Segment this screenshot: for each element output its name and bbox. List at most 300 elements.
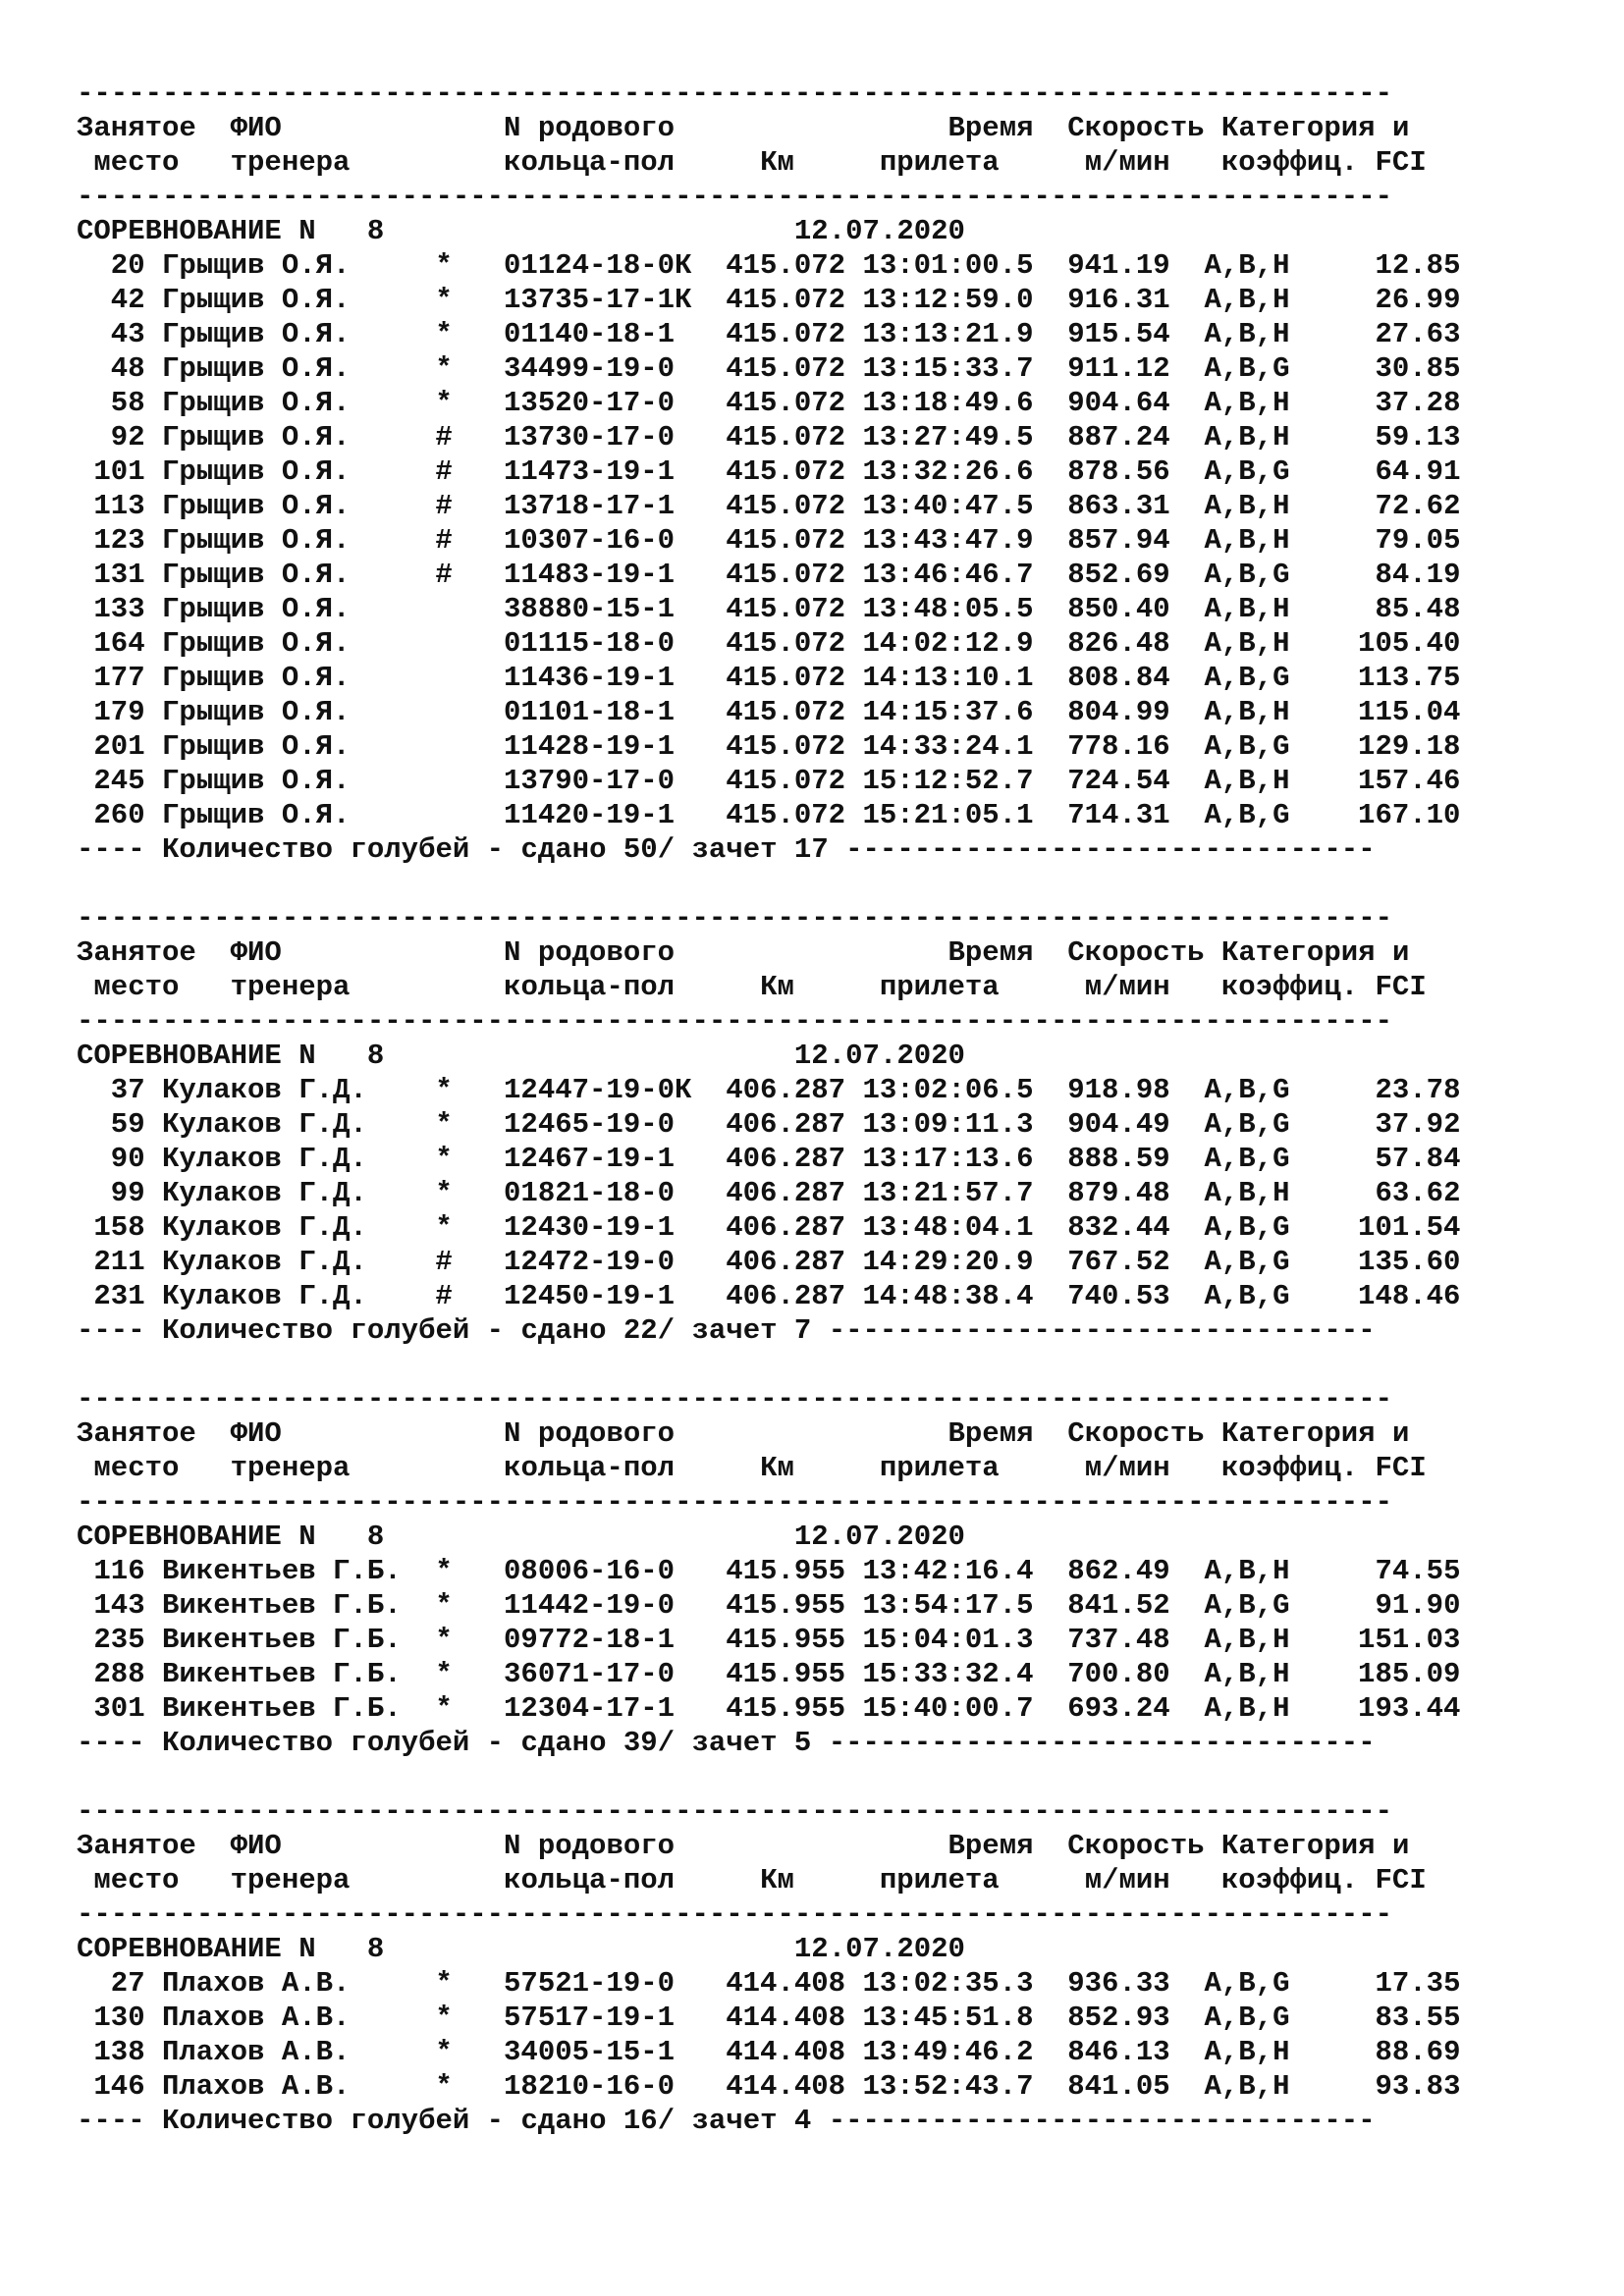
distance-cell: 414.408 [726,2070,846,2103]
table-row [77,729,1559,764]
ring-cell: 12304-17-1 [504,1692,676,1725]
speed-cell: 700.80 [1067,1658,1170,1690]
trainer-name-cell: Плахов А.В. [162,2070,351,2103]
mark-cell: * [435,352,453,385]
arrival-time-cell: 13:46:46.7 [862,559,1034,591]
arrival-time-cell: 13:52:43.7 [862,2070,1034,2103]
ring-cell: 12467-19-1 [504,1143,676,1175]
table-row [77,764,1559,798]
arrival-time-cell: 14:48:38.4 [862,1280,1034,1312]
speed-cell: 778.16 [1067,730,1170,763]
category-cell: A,B,G [1204,1589,1290,1622]
fci-cell: 27.63 [1375,318,1461,350]
table-row [77,626,1559,661]
competition-date: 12.07.2020 [793,1933,965,1965]
trainer-name-cell: Грыщив О.Я. [162,696,351,728]
speed-cell: 846.13 [1067,2036,1170,2068]
table-header-row [77,145,1559,180]
header-speed: м/мин [1084,1864,1170,1896]
category-cell: A,B,G [1204,1211,1290,1244]
category-cell: A,B,G [1204,1108,1290,1141]
competition-label: СОРЕВНОВАНИЕ N 8 [77,1521,385,1553]
header-ring: N родового [504,1417,676,1450]
trainer-name-cell: Грыщив О.Я. [162,249,351,282]
header-name: ФИО [230,1830,282,1862]
ring-cell: 12450-19-1 [504,1280,676,1312]
ring-cell: 01101-18-1 [504,696,676,728]
mark-cell: * [435,1967,453,2000]
header-place: место [93,146,180,179]
category-cell: A,B,H [1204,2036,1290,2068]
distance-cell: 415.955 [726,1555,846,1587]
table-header-row [77,1416,1559,1451]
category-cell: A,B,H [1204,627,1290,660]
speed-cell: 857.94 [1067,524,1170,557]
header-place: место [93,1864,180,1896]
header-km: Км [760,146,794,179]
arrival-time-cell: 13:21:57.7 [862,1177,1034,1209]
arrival-time-cell: 14:02:12.9 [862,627,1034,660]
speed-cell: 878.56 [1067,455,1170,488]
competition-date: 12.07.2020 [793,215,965,247]
fci-cell: 148.46 [1358,1280,1461,1312]
distance-cell: 415.072 [726,799,846,831]
place-cell: 143 [93,1589,145,1622]
table-row [77,1073,1559,1107]
trainer-name-cell: Грыщив О.Я. [162,559,351,591]
mark-cell: # [435,455,453,488]
category-cell: A,B,H [1204,1624,1290,1656]
header-name: ФИО [230,1417,282,1450]
ring-cell: 01140-18-1 [504,318,676,350]
category-cell: A,B,H [1204,524,1290,557]
header-km: Км [760,1864,794,1896]
fci-cell: 72.62 [1375,490,1461,522]
place-cell: 301 [93,1692,145,1725]
category-cell: A,B,H [1204,696,1290,728]
place-cell: 133 [93,593,145,625]
trainer-name-cell: Грыщив О.Я. [162,387,351,419]
mark-cell: # [435,1280,453,1312]
header-km: Км [760,1452,794,1484]
table-row [77,1176,1559,1210]
place-cell: 42 [110,284,145,316]
mark-cell: * [435,1177,453,1209]
table-header-row [77,111,1559,145]
arrival-time-cell: 13:45:51.8 [862,2002,1034,2034]
place-cell: 92 [110,421,145,454]
dash-rule: ----------------------------------------------------------------------------- [77,78,1393,110]
header-category: Категория и [1220,1830,1410,1862]
speed-cell: 862.49 [1067,1555,1170,1587]
trainer-name-cell: Викентьев Г.Б. [162,1555,402,1587]
distance-cell: 415.072 [726,559,846,591]
place-cell: 211 [93,1246,145,1278]
header-speed: м/мин [1084,1452,1170,1484]
fci-cell: 12.85 [1375,249,1461,282]
trainer-name-cell: Грыщив О.Я. [162,455,351,488]
arrival-time-cell: 14:33:24.1 [862,730,1034,763]
trainer-name-cell: Грыщив О.Я. [162,765,351,797]
speed-cell: 714.31 [1067,799,1170,831]
category-cell: A,B,H [1204,387,1290,419]
arrival-time-cell: 13:02:35.3 [862,1967,1034,2000]
arrival-time-cell: 13:40:47.5 [862,490,1034,522]
header-place: Занятое [77,936,196,969]
arrival-time-cell: 13:13:21.9 [862,318,1034,350]
competition-date: 12.07.2020 [793,1040,965,1072]
arrival-time-cell: 13:49:46.2 [862,2036,1034,2068]
distance-cell: 415.072 [726,593,846,625]
arrival-time-cell: 15:33:32.4 [862,1658,1034,1690]
place-cell: 37 [110,1074,145,1106]
fci-cell: 91.90 [1375,1589,1461,1622]
place-cell: 90 [110,1143,145,1175]
header-ring: кольца-пол [504,146,676,179]
header-time: Время [947,1417,1034,1450]
dash-rule: ----------------------------------------------------------------------------- [77,1486,1393,1519]
trainer-name-cell: Грыщив О.Я. [162,524,351,557]
place-cell: 101 [93,455,145,488]
table-row [77,1588,1559,1623]
category-cell: A,B,G [1204,1967,1290,2000]
table-row [77,1245,1559,1279]
table-row [77,558,1559,592]
place-cell: 58 [110,387,145,419]
arrival-time-cell: 14:29:20.9 [862,1246,1034,1278]
distance-cell: 415.955 [726,1658,846,1690]
ring-cell: 11483-19-1 [504,559,676,591]
distance-cell: 406.287 [726,1143,846,1175]
trainer-name-cell: Викентьев Г.Б. [162,1692,402,1725]
distance-cell: 415.072 [726,455,846,488]
trainer-name-cell: Викентьев Г.Б. [162,1624,402,1656]
fci-cell: 88.69 [1375,2036,1461,2068]
distance-cell: 406.287 [726,1074,846,1106]
header-time: Время [947,112,1034,144]
place-cell: 99 [110,1177,145,1209]
trainer-name-cell: Грыщив О.Я. [162,318,351,350]
distance-cell: 415.072 [726,730,846,763]
ring-cell: 01115-18-0 [504,627,676,660]
table-row [77,2035,1559,2069]
table-row [77,317,1559,351]
table-row [77,489,1559,523]
category-cell: A,B,H [1204,1177,1290,1209]
header-category: Категория и [1220,1417,1410,1450]
fci-cell: 57.84 [1375,1143,1461,1175]
place-cell: 130 [93,2002,145,2034]
speed-cell: 887.24 [1067,421,1170,454]
fci-cell: 26.99 [1375,284,1461,316]
distance-cell: 414.408 [726,2002,846,2034]
arrival-time-cell: 13:48:05.5 [862,593,1034,625]
place-cell: 59 [110,1108,145,1141]
category-cell: A,B,G [1204,1143,1290,1175]
fci-cell: 83.55 [1375,2002,1461,2034]
place-cell: 27 [110,1967,145,2000]
trainer-name-cell: Кулаков Г.Д. [162,1143,367,1175]
ring-cell: 13730-17-0 [504,421,676,454]
distance-cell: 406.287 [726,1246,846,1278]
category-cell: A,B,H [1204,1555,1290,1587]
header-time: прилета [879,971,1000,1003]
category-cell: A,B,G [1204,799,1290,831]
distance-cell: 415.955 [726,1589,846,1622]
trainer-name-cell: Кулаков Г.Д. [162,1246,367,1278]
table-row [77,1623,1559,1657]
arrival-time-cell: 13:17:13.6 [862,1143,1034,1175]
category-cell: A,B,G [1204,1280,1290,1312]
distance-cell: 415.072 [726,421,846,454]
table-row [77,248,1559,283]
ring-cell: 11442-19-0 [504,1589,676,1622]
summary-line: ---- Количество голубей - сдано 50/ зачет 17 ------------------------------- [77,833,1376,866]
fci-cell: 64.91 [1375,455,1461,488]
table-row [77,2001,1559,2035]
table-header-row [77,935,1559,970]
fci-cell: 115.04 [1358,696,1461,728]
header-category: коэффиц. FCI [1220,971,1427,1003]
table-row [77,1691,1559,1726]
trainer-name-cell: Грыщив О.Я. [162,627,351,660]
mark-cell: * [435,2002,453,2034]
table-row [77,661,1559,695]
trainer-name-cell: Грыщив О.Я. [162,662,351,694]
place-cell: 138 [93,2036,145,2068]
summary-line: ---- Количество голубей - сдано 39/ зачет 5 -------------------------------- [77,1727,1376,1759]
mark-cell: * [435,1108,453,1141]
trainer-name-cell: Грыщив О.Я. [162,284,351,316]
place-cell: 164 [93,627,145,660]
fci-cell: 151.03 [1358,1624,1461,1656]
competition-label: СОРЕВНОВАНИЕ N 8 [77,1040,385,1072]
distance-cell: 415.072 [726,765,846,797]
arrival-time-cell: 15:21:05.1 [862,799,1034,831]
fci-cell: 105.40 [1358,627,1461,660]
header-place: Занятое [77,1417,196,1450]
arrival-time-cell: 15:12:52.7 [862,765,1034,797]
category-cell: A,B,H [1204,318,1290,350]
ring-cell: 11436-19-1 [504,662,676,694]
header-speed: Скорость [1067,112,1205,144]
speed-cell: 832.44 [1067,1211,1170,1244]
trainer-name-cell: Грыщив О.Я. [162,490,351,522]
place-cell: 113 [93,490,145,522]
fci-cell: 157.46 [1358,765,1461,797]
fci-cell: 63.62 [1375,1177,1461,1209]
place-cell: 131 [93,559,145,591]
summary-line: ---- Количество голубей - сдано 16/ зачет 4 -------------------------------- [77,2105,1376,2137]
header-name: тренера [230,1864,351,1896]
fci-cell: 93.83 [1375,2070,1461,2103]
speed-cell: 740.53 [1067,1280,1170,1312]
category-cell: A,B,H [1204,490,1290,522]
ring-cell: 38880-15-1 [504,593,676,625]
distance-cell: 415.955 [726,1624,846,1656]
header-name: тренера [230,1452,351,1484]
speed-cell: 941.19 [1067,249,1170,282]
mark-cell: # [435,524,453,557]
speed-cell: 916.31 [1067,284,1170,316]
speed-cell: 852.69 [1067,559,1170,591]
place-cell: 260 [93,799,145,831]
category-cell: A,B,G [1204,559,1290,591]
header-category: коэффиц. FCI [1220,146,1427,179]
fci-cell: 101.54 [1358,1211,1461,1244]
club-block [77,77,1559,867]
trainer-name-cell: Плахов А.В. [162,2036,351,2068]
arrival-time-cell: 13:32:26.6 [862,455,1034,488]
category-cell: A,B,G [1204,1246,1290,1278]
ring-cell: 11473-19-1 [504,455,676,488]
table-row [77,592,1559,626]
header-place: место [93,971,180,1003]
ring-cell: 11420-19-1 [504,799,676,831]
ring-cell: 57517-19-1 [504,2002,676,2034]
ring-cell: 11428-19-1 [504,730,676,763]
competition-line [77,1039,1559,1073]
fci-cell: 37.28 [1375,387,1461,419]
table-row [77,283,1559,317]
speed-cell: 850.40 [1067,593,1170,625]
distance-cell: 415.072 [726,284,846,316]
category-cell: A,B,G [1204,455,1290,488]
table-header-row [77,1863,1559,1897]
mark-cell: # [435,421,453,454]
speed-cell: 841.52 [1067,1589,1170,1622]
header-ring: кольца-пол [504,1864,676,1896]
ring-cell: 10307-16-0 [504,524,676,557]
place-cell: 231 [93,1280,145,1312]
table-row [77,386,1559,420]
table-row [77,1554,1559,1588]
ring-cell: 09772-18-1 [504,1624,676,1656]
speed-cell: 915.54 [1067,318,1170,350]
distance-cell: 415.072 [726,387,846,419]
trainer-name-cell: Викентьев Г.Б. [162,1658,402,1690]
trainer-name-cell: Плахов А.В. [162,2002,351,2034]
mark-cell: * [435,2036,453,2068]
table-row [77,420,1559,454]
header-name: ФИО [230,112,282,144]
arrival-time-cell: 13:15:33.7 [862,352,1034,385]
distance-cell: 406.287 [726,1177,846,1209]
table-row [77,523,1559,558]
fci-cell: 23.78 [1375,1074,1461,1106]
trainer-name-cell: Грыщив О.Я. [162,799,351,831]
fci-cell: 30.85 [1375,352,1461,385]
distance-cell: 415.072 [726,490,846,522]
header-name: тренера [230,971,351,1003]
ring-cell: 34005-15-1 [504,2036,676,2068]
speed-cell: 808.84 [1067,662,1170,694]
mark-cell: * [435,1589,453,1622]
mark-cell: * [435,1143,453,1175]
table-row [77,1107,1559,1142]
dash-rule: ----------------------------------------------------------------------------- [77,1795,1393,1828]
arrival-time-cell: 13:48:04.1 [862,1211,1034,1244]
trainer-name-cell: Кулаков Г.Д. [162,1211,367,1244]
competition-line [77,1932,1559,1966]
category-cell: A,B,H [1204,249,1290,282]
header-ring: N родового [504,936,676,969]
club-block [77,1382,1559,1760]
table-header-row [77,1451,1559,1485]
arrival-time-cell: 13:01:00.5 [862,249,1034,282]
mark-cell: # [435,490,453,522]
category-cell: A,B,H [1204,1658,1290,1690]
category-cell: A,B,H [1204,1692,1290,1725]
speed-cell: 826.48 [1067,627,1170,660]
ring-cell: 12430-19-1 [504,1211,676,1244]
header-name: тренера [230,146,351,179]
category-cell: A,B,H [1204,284,1290,316]
ring-cell: 18210-16-0 [504,2070,676,2103]
ring-cell: 12472-19-0 [504,1246,676,1278]
competition-label: СОРЕВНОВАНИЕ N 8 [77,215,385,247]
club-block [77,1794,1559,2138]
trainer-name-cell: Грыщив О.Я. [162,730,351,763]
trainer-name-cell: Кулаков Г.Д. [162,1280,367,1312]
speed-cell: 936.33 [1067,1967,1170,2000]
ring-cell: 13718-17-1 [504,490,676,522]
fci-cell: 129.18 [1358,730,1461,763]
mark-cell: * [435,1555,453,1587]
mark-cell: * [435,1624,453,1656]
place-cell: 201 [93,730,145,763]
header-place: Занятое [77,1830,196,1862]
place-cell: 179 [93,696,145,728]
table-row [77,1210,1559,1245]
speed-cell: 888.59 [1067,1143,1170,1175]
mark-cell: * [435,318,453,350]
header-category: коэффиц. FCI [1220,1864,1427,1896]
competition-date: 12.07.2020 [793,1521,965,1553]
header-place: Занятое [77,112,196,144]
fci-cell: 167.10 [1358,799,1461,831]
arrival-time-cell: 13:09:11.3 [862,1108,1034,1141]
distance-cell: 414.408 [726,1967,846,2000]
mark-cell: * [435,1658,453,1690]
table-row [77,695,1559,729]
competition-label: СОРЕВНОВАНИЕ N 8 [77,1933,385,1965]
fci-cell: 84.19 [1375,559,1461,591]
fci-cell: 135.60 [1358,1246,1461,1278]
ring-cell: 08006-16-0 [504,1555,676,1587]
table-row [77,454,1559,489]
header-ring: N родового [504,112,676,144]
header-time: прилета [879,1452,1000,1484]
category-cell: A,B,H [1204,2070,1290,2103]
category-cell: A,B,G [1204,662,1290,694]
distance-cell: 415.072 [726,627,846,660]
header-time: Время [947,1830,1034,1862]
category-cell: A,B,G [1204,352,1290,385]
arrival-time-cell: 13:18:49.6 [862,387,1034,419]
dash-rule: ----------------------------------------------------------------------------- [77,1898,1393,1931]
header-time: Время [947,936,1034,969]
place-cell: 288 [93,1658,145,1690]
place-cell: 245 [93,765,145,797]
trainer-name-cell: Грыщив О.Я. [162,352,351,385]
category-cell: A,B,H [1204,593,1290,625]
header-km: Км [760,971,794,1003]
header-speed: Скорость [1067,1830,1205,1862]
mark-cell: # [435,559,453,591]
category-cell: A,B,G [1204,730,1290,763]
ring-cell: 13735-17-1К [504,284,692,316]
